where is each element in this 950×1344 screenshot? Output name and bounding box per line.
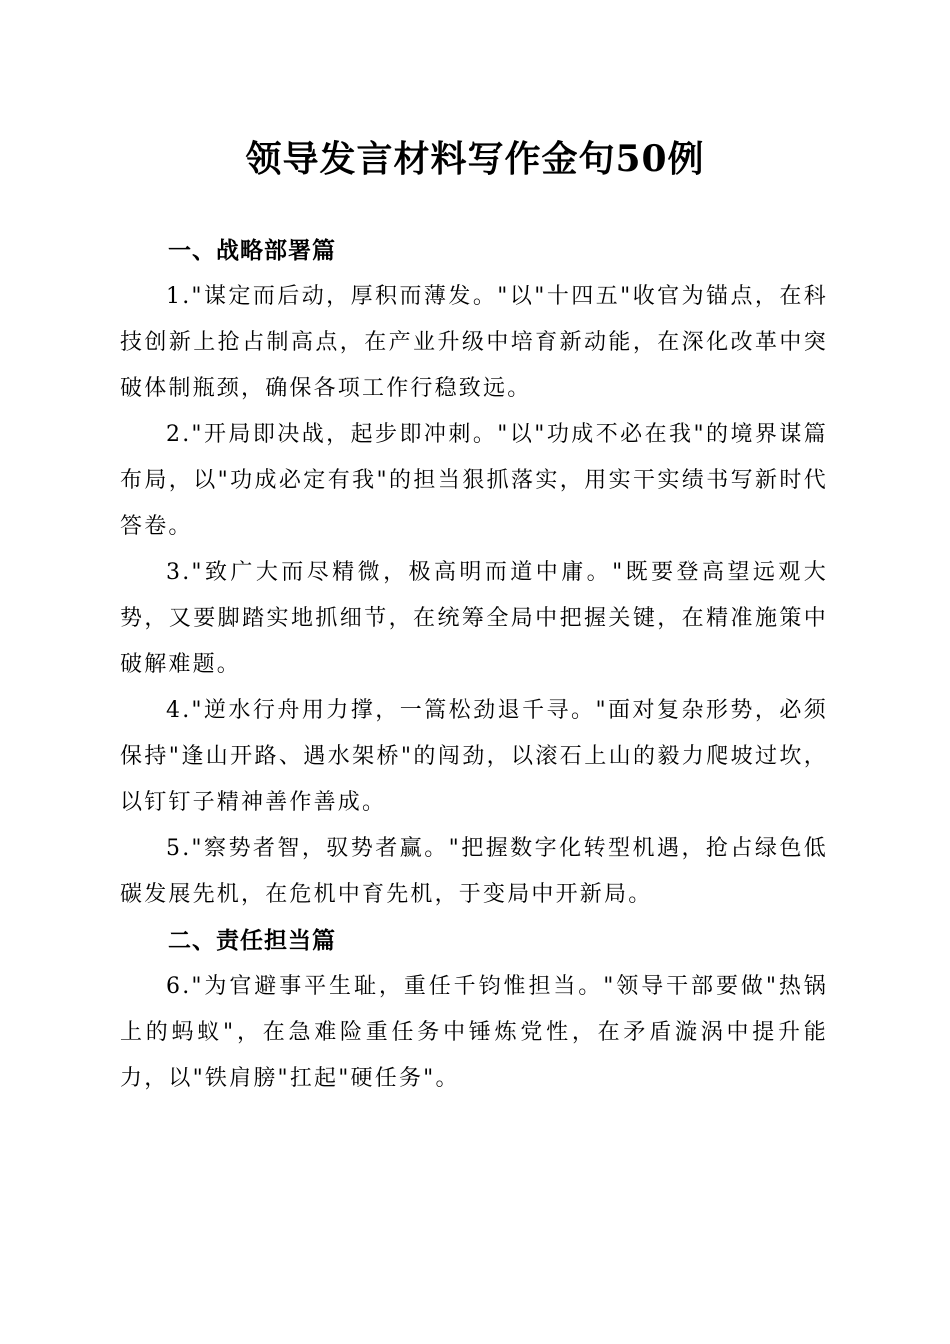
document-title: 领导发言材料写作金句50例 bbox=[245, 138, 705, 180]
document-body bbox=[120, 228, 828, 1102]
paragraph-item-2: 2."开局即决战，起步即冲刺。"以"功成不必在我"的境界谋篇布局，以"功成必定有我"的担当狠抓落实，用实干实绩书写新时代答卷。 bbox=[120, 422, 828, 539]
section-heading-responsibility: 二、责任担当篇 bbox=[168, 928, 336, 954]
paragraph-item-4: 4."逆水行舟用力撑，一篙松劲退千寻。"面对复杂形势，必须保持"逢山开路、遇水架桥"的闯劲，以滚石上山的毅力爬坡过坎，以钉钉子精神善作善成。 bbox=[120, 698, 828, 815]
paragraph-item-3: 3."致广大而尽精微，极高明而道中庸。"既要登高望远观大势，又要脚踏实地抓细节，在统筹全局中把握关键，在精准施策中破解难题。 bbox=[120, 560, 828, 677]
section-heading-strategy: 一、战略部署篇 bbox=[168, 238, 336, 264]
paragraph-item-5: 5."察势者智，驭势者赢。"把握数字化转型机遇，抢占绿色低碳发展先机，在危机中育先机，于变局中开新局。 bbox=[120, 836, 828, 907]
paragraph-item-1: 1."谋定而后动，厚积而薄发。"以"十四五"收官为锚点，在科技创新上抢占制高点，在产业升级中培育新动能，在深化改革中突破体制瓶颈，确保各项工作行稳致远。 bbox=[120, 284, 828, 401]
paragraph-item-6: 6."为官避事平生耻，重任千钧惟担当。"领导干部要做"热锅上的蚂蚁"，在急难险重任务中锤炼党性，在矛盾漩涡中提升能力，以"铁肩膀"扛起"硬任务"。 bbox=[120, 974, 828, 1091]
